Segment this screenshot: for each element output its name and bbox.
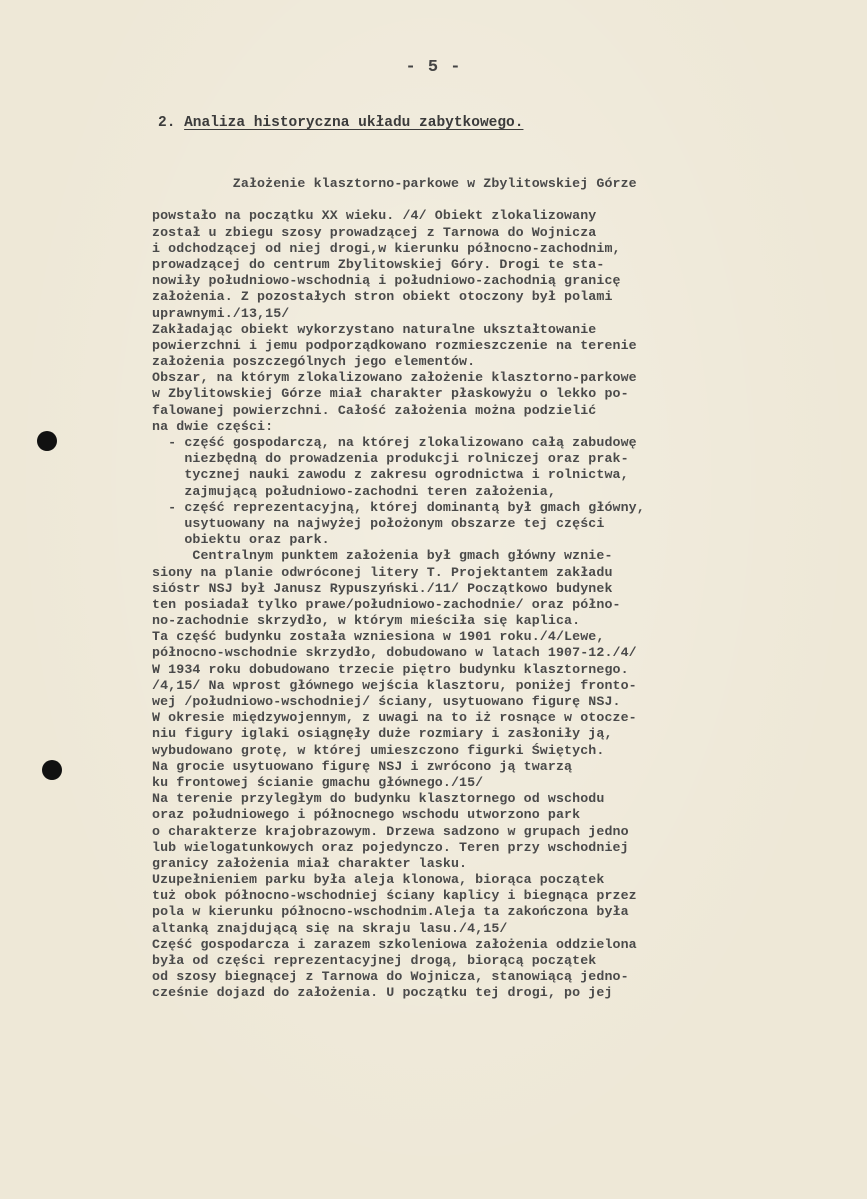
text-line: i odchodzącej od niej drogi,w kierunku północno-zachodnim, bbox=[152, 240, 621, 256]
binder-hole-bottom bbox=[42, 760, 62, 780]
page-number: - 5 - bbox=[405, 58, 462, 77]
text-line: Część gospodarcza i zarazem szkoleniowa założenia oddzielona bbox=[152, 936, 637, 952]
text-line: powstało na początku XX wieku. /4/ Obiekt zlokalizowany bbox=[152, 208, 597, 224]
text-line: północno-wschodnie skrzydło, dobudowano w latach 1907-12./4/ bbox=[152, 645, 637, 661]
section-heading bbox=[158, 115, 523, 131]
text-line: sióstr NSJ był Janusz Rypuszyński./11/ Początkowo budynek bbox=[152, 580, 613, 596]
text-line: pola w kierunku północno-wschodnim.Aleja ta zakończona była bbox=[152, 904, 629, 920]
text-line: prowadzącej do centrum Zbylitowskiej Góry. Drogi te sta- bbox=[152, 256, 605, 272]
binder-hole-top bbox=[37, 431, 57, 451]
text-line: Założenie klasztorno-parkowe w Zbylitowskiej Górze bbox=[152, 176, 637, 191]
text-line: altanką znajdującą się na skraju lasu./4,15/ bbox=[152, 920, 508, 936]
text-line: Zakładając obiekt wykorzystano naturalne ukształtowanie bbox=[152, 321, 597, 337]
text-line: lub wielogatunkowych oraz pojedynczo. Teren przy wschodniej bbox=[152, 839, 629, 855]
text-line: Obszar, na którym zlokalizowano założenie klasztorno-parkowe bbox=[152, 370, 637, 386]
text-line: ku frontowej ścianie gmachu głównego./15/ bbox=[152, 774, 484, 790]
text-line: Ta część budynku została wzniesiona w 1901 roku./4/Lewe, bbox=[152, 629, 605, 645]
text-line: - część reprezentacyjną, której dominantą był gmach główny, bbox=[152, 499, 645, 515]
text-line: W 1934 roku dobudowano trzecie piętro budynku klasztornego. bbox=[152, 661, 629, 677]
text-line: o charakterze krajobrazowym. Drzewa sadzono w grupach jedno bbox=[152, 823, 629, 839]
section-title: Analiza historyczna układu zabytkowego. bbox=[184, 115, 524, 131]
text-line: - część gospodarczą, na której zlokalizowano całą zabudowę bbox=[152, 435, 637, 450]
text-line: była od części reprezentacyjnej drogą, biorącą początek bbox=[152, 953, 597, 968]
text-line: cześnie dojazd do założenia. U początku tej drogi, po jej bbox=[152, 985, 613, 1001]
section-number: 2. bbox=[158, 115, 176, 131]
text-line: siony na planie odwróconej litery T. Projektantem zakładu bbox=[152, 564, 613, 580]
text-line: niezbędną do prowadzenia produkcji rolniczej oraz prak- bbox=[152, 451, 629, 467]
text-line: W okresie międzywojennym, z uwagi na to iż rosnące w otocze- bbox=[152, 710, 637, 726]
text-line: od szosy biegnącej z Tarnowa do Wojnicza, stanowiącą jedno- bbox=[152, 969, 629, 985]
text-line: Na terenie przyległym do budynku klasztornego od wschodu bbox=[152, 791, 605, 807]
text-line: ten posiadał tylko prawe/południowo-zachodnie/ oraz półno- bbox=[152, 596, 621, 612]
text-line: w Zbylitowskiej Górze miał charakter płaskowyżu o lekko po- bbox=[152, 386, 629, 402]
text-line: zajmującą południowo-zachodni teren założenia, bbox=[152, 483, 556, 499]
text-line: Uzupełnieniem parku była aleja klonowa, biorąca początek bbox=[152, 872, 605, 888]
body-text bbox=[152, 176, 812, 1002]
text-line: wej /południowo-wschodniej/ ściany, usytuowano figurę NSJ. bbox=[152, 694, 621, 709]
text-line: usytuowany na najwyżej położonym obszarze tej części bbox=[152, 515, 605, 531]
text-line: założenia. Z pozostałych stron obiekt otoczony był polami bbox=[152, 289, 613, 305]
text-line: tycznej nauki zawodu z zakresu ogrodnictwa i rolnictwa, bbox=[152, 467, 629, 483]
text-line: nowiły południowo-wschodnią i południowo-zachodnią granicę bbox=[152, 273, 621, 289]
text-line bbox=[152, 192, 812, 208]
text-line: wybudowano grotę, w której umieszczono figurki Świętych. bbox=[152, 742, 605, 758]
text-line: falowanej powierzchni. Całość założenia można podzielić bbox=[152, 402, 597, 418]
text-line: uprawnymi./13,15/ bbox=[152, 305, 290, 321]
text-line: założenia poszczególnych jego elementów. bbox=[152, 354, 476, 370]
text-line: został u zbiegu szosy prowadzącej z Tarnowa do Wojnicza bbox=[152, 224, 597, 240]
text-line: tuż obok północno-wschodniej ściany kaplicy i biegnąca przez bbox=[152, 888, 637, 904]
text-line: obiektu oraz park. bbox=[152, 532, 330, 548]
text-line: granicy założenia miał charakter lasku. bbox=[152, 855, 468, 871]
text-line: oraz południowego i północnego wschodu utworzono park bbox=[152, 807, 581, 823]
text-line: Centralnym punktem założenia był gmach główny wznie- bbox=[152, 548, 613, 564]
text-line: na dwie części: bbox=[152, 418, 274, 434]
text-line: /4,15/ Na wprost głównego wejścia klasztoru, poniżej fronto- bbox=[152, 677, 637, 693]
text-line: powierzchni i jemu podporządkowano rozmieszczenie na terenie bbox=[152, 337, 637, 353]
text-line: niu figury iglaki osiągnęły duże rozmiary i zasłoniły ją, bbox=[152, 726, 613, 742]
text-line: no-zachodnie skrzydło, w którym mieściła się kaplica. bbox=[152, 613, 581, 629]
text-line: Na grocie usytuowano figurę NSJ i zwrócono ją twarzą bbox=[152, 758, 573, 774]
